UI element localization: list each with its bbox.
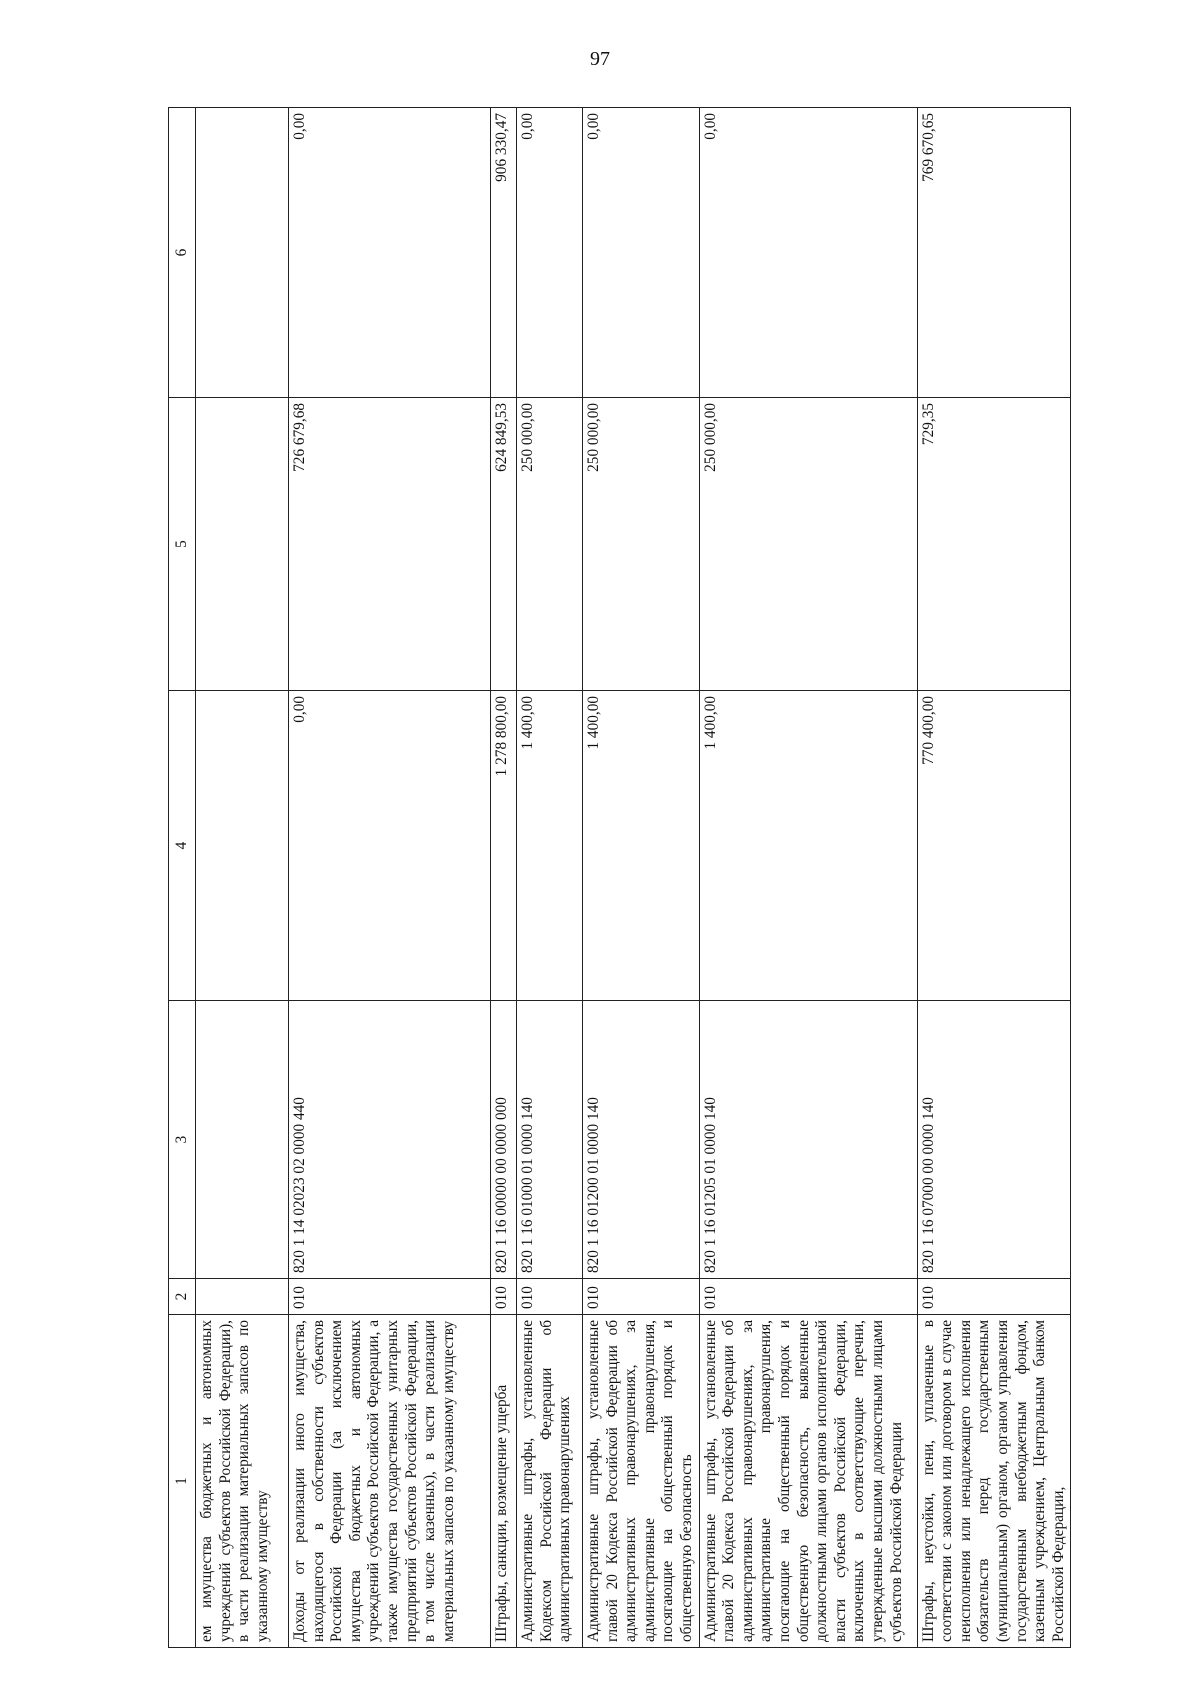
row-col-4: 770 400,00 [917,691,1071,1001]
table-row [517,108,583,1648]
row-col-4: 1 400,00 [583,691,700,1001]
row-col-6: 0,00 [699,108,917,398]
row-col-6: 769 670,65 [917,108,1071,398]
row-col-4: 1 400,00 [517,691,583,1001]
row-col-2: 010 [917,1279,1071,1315]
row-col-2: 010 [289,1279,491,1315]
row-col-5: 624 849,53 [491,398,517,691]
row-col-4 [196,691,289,1001]
table-row [699,108,917,1648]
header-col-4: 4 [169,691,196,1001]
row-col-2: 010 [699,1279,917,1315]
row-col-6: 906 330,47 [491,108,517,398]
table-row [583,108,700,1648]
row-col-2: 010 [491,1279,517,1315]
rotated-table-wrapper [168,108,1067,1648]
header-col-3: 3 [169,1001,196,1279]
row-col-5: 729,35 [917,398,1071,691]
row-col-6: 0,00 [583,108,700,398]
row-col-5: 250 000,00 [699,398,917,691]
row-description: ем имущества бюджетных и автономных учреждений субъектов Российской Федерации), в части реализации материальных запасов по указанному имуществу [196,1315,289,1648]
header-col-6: 6 [169,108,196,398]
row-col-2: 010 [583,1279,700,1315]
row-description: Административные штрафы, установленные главой 20 Кодекса Российской Федерации об административных правонарушениях, за административные правонарушения, посягающие на общественный порядок и общественную безопасность [583,1315,700,1648]
row-code: 820 1 16 01000 01 0000 140 [517,1001,583,1279]
row-col-5: 250 000,00 [583,398,700,691]
table-row [289,108,491,1648]
row-code: 820 1 16 01205 01 0000 140 [699,1001,917,1279]
header-col-1: 1 [169,1315,196,1648]
row-col-4: 0,00 [289,691,491,1001]
header-col-2: 2 [169,1279,196,1315]
row-description: Административные штрафы, установленные главой 20 Кодекса Российской Федерации об административных правонарушениях, за административные правонарушения, посягающие на общественный порядок и общественную безопасность, выявленные должностными лицами органов исполнительной власти субъектов Российской Федерации, включенных в соответствующие перечни, утвержденные высшими должностными лицами субъектов Российской Федерации [699,1315,917,1648]
row-col-4: 1 278 800,00 [491,691,517,1001]
revenue-table [168,107,1071,1648]
row-col-5 [196,398,289,691]
row-col-2 [196,1279,289,1315]
row-code: 820 1 16 00000 00 0000 000 [491,1001,517,1279]
row-description: Штрафы, неустойки, пени, уплаченные в соответствии с законом или договором в случае неисполнения или ненадлежащего исполнения обязательств перед государственным (муниципальным) органом, органом управления государственным внебюджетным фондом, казенным учреждением, Центральным банком Российской Федерации, [917,1315,1071,1648]
page-number: 97 [590,48,610,70]
row-col-6: 0,00 [289,108,491,398]
table-row [196,108,289,1648]
table-row [491,108,517,1648]
row-description: Административные штрафы, установленные Кодексом Российской Федерации об административных правонарушениях [517,1315,583,1648]
row-description: Штрафы, санкции, возмещение ущерба [491,1315,517,1648]
row-col-5: 726 679,68 [289,398,491,691]
header-col-5: 5 [169,398,196,691]
row-col-5: 250 000,00 [517,398,583,691]
row-col-6: 0,00 [517,108,583,398]
row-description: Доходы от реализации иного имущества, находящегося в собственности субъектов Российской Федерации (за исключением имущества бюджетных и автономных учреждений субъектов Российской Федерации, а также имущества государственных унитарных предприятий субъектов Российской Федерации, в том числе казенных), в части реализации материальных запасов по указанному имуществу [289,1315,491,1648]
row-col-2: 010 [517,1279,583,1315]
table-row [917,108,1071,1648]
row-code: 820 1 14 02023 02 0000 440 [289,1001,491,1279]
row-col-6 [196,108,289,398]
table-header-row [169,108,196,1648]
row-col-4: 1 400,00 [699,691,917,1001]
row-code [196,1001,289,1279]
row-code: 820 1 16 07000 00 0000 140 [917,1001,1071,1279]
row-code: 820 1 16 01200 01 0000 140 [583,1001,700,1279]
